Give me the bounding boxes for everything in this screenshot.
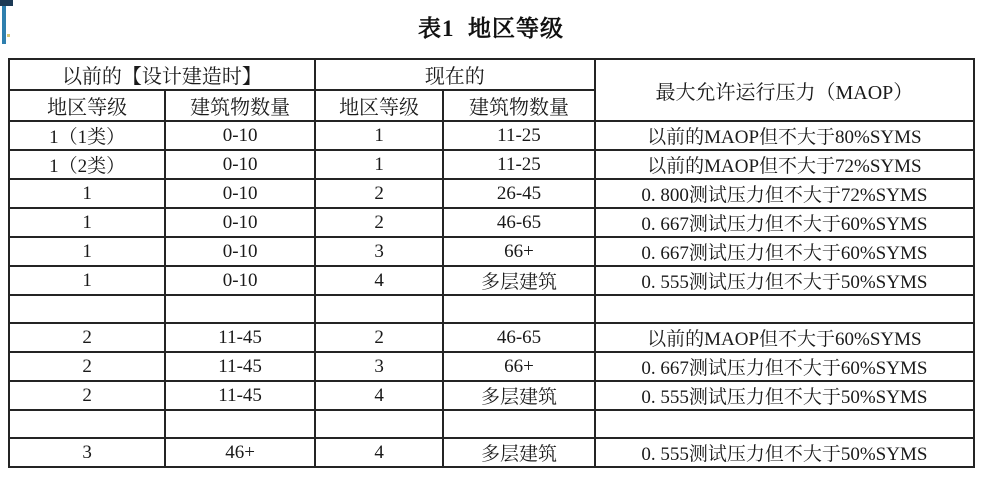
cell-area-grade-current: 2 bbox=[315, 208, 443, 237]
cell-area-grade-before: 1（1类） bbox=[9, 121, 165, 150]
table-row bbox=[9, 121, 974, 150]
cell-area-grade-current: 4 bbox=[315, 381, 443, 410]
cell-area-grade-current: 4 bbox=[315, 266, 443, 295]
header-group-current: 现在的 bbox=[315, 59, 595, 90]
cell-building-count-before: 0-10 bbox=[165, 179, 315, 208]
table-row bbox=[9, 295, 974, 323]
cell-area-grade-before: 2 bbox=[9, 323, 165, 352]
header-group-before: 以前的【设计建造时】 bbox=[9, 59, 315, 90]
cell-maop: 0. 667测试压力但不大于60%SYMS bbox=[595, 237, 974, 266]
cell-building-count-current: 多层建筑 bbox=[443, 381, 595, 410]
table-row bbox=[9, 208, 974, 237]
cell-building-count-before: 0-10 bbox=[165, 237, 315, 266]
header-area-grade-current: 地区等级 bbox=[315, 90, 443, 121]
cell-building-count-current: 多层建筑 bbox=[443, 266, 595, 295]
header-area-grade-before: 地区等级 bbox=[9, 90, 165, 121]
table-title: 表1 地区等级 bbox=[418, 16, 564, 41]
cell-building-count-current: 11-25 bbox=[443, 150, 595, 179]
cell-maop: 0. 667测试压力但不大于60%SYMS bbox=[595, 208, 974, 237]
cell-building-count-before: 0-10 bbox=[165, 121, 315, 150]
table-body bbox=[9, 121, 974, 467]
cell-area-grade-current: 1 bbox=[315, 121, 443, 150]
header-maop: 最大允许运行压力（MAOP） bbox=[595, 59, 974, 121]
cell-building-count-before: 11-45 bbox=[165, 381, 315, 410]
cell-area-grade-before: 1 bbox=[9, 208, 165, 237]
cell-building-count-current: 11-25 bbox=[443, 121, 595, 150]
cell-area-grade-before bbox=[9, 295, 165, 323]
cell-maop: 0. 667测试压力但不大于60%SYMS bbox=[595, 352, 974, 381]
table-row bbox=[9, 352, 974, 381]
cell-area-grade-before: 1 bbox=[9, 179, 165, 208]
header-row-groups bbox=[9, 59, 974, 90]
cell-building-count-before bbox=[165, 295, 315, 323]
cell-maop: 0. 555测试压力但不大于50%SYMS bbox=[595, 381, 974, 410]
cell-building-count-before: 0-10 bbox=[165, 208, 315, 237]
cell-building-count-current bbox=[443, 295, 595, 323]
table-row bbox=[9, 150, 974, 179]
area-grade-table bbox=[8, 58, 975, 468]
table-row bbox=[9, 237, 974, 266]
cell-building-count-current: 66+ bbox=[443, 352, 595, 381]
cell-maop: 0. 800测试压力但不大于72%SYMS bbox=[595, 179, 974, 208]
cell-maop: 0. 555测试压力但不大于50%SYMS bbox=[595, 266, 974, 295]
cell-building-count-before: 46+ bbox=[165, 438, 315, 467]
cell-area-grade-current: 3 bbox=[315, 352, 443, 381]
cell-maop: 以前的MAOP但不大于72%SYMS bbox=[595, 150, 974, 179]
cell-area-grade-before: 1 bbox=[9, 237, 165, 266]
cell-maop: 以前的MAOP但不大于80%SYMS bbox=[595, 121, 974, 150]
cell-area-grade-before: 1（2类） bbox=[9, 150, 165, 179]
cell-building-count-before: 0-10 bbox=[165, 150, 315, 179]
table-row bbox=[9, 410, 974, 438]
cell-area-grade-current: 2 bbox=[315, 179, 443, 208]
table-row bbox=[9, 438, 974, 467]
cell-maop bbox=[595, 295, 974, 323]
header-building-count-before: 建筑物数量 bbox=[165, 90, 315, 121]
cell-area-grade-before: 3 bbox=[9, 438, 165, 467]
table-row bbox=[9, 323, 974, 352]
cell-building-count-current: 46-65 bbox=[443, 208, 595, 237]
cell-maop: 0. 555测试压力但不大于50%SYMS bbox=[595, 438, 974, 467]
header-building-count-current: 建筑物数量 bbox=[443, 90, 595, 121]
cell-area-grade-current bbox=[315, 295, 443, 323]
table-row bbox=[9, 266, 974, 295]
cell-building-count-current: 66+ bbox=[443, 237, 595, 266]
cell-area-grade-current: 2 bbox=[315, 323, 443, 352]
cell-building-count-before: 11-45 bbox=[165, 323, 315, 352]
cell-area-grade-before: 2 bbox=[9, 381, 165, 410]
cell-building-count-current: 46-65 bbox=[443, 323, 595, 352]
cell-building-count-current: 多层建筑 bbox=[443, 438, 595, 467]
cell-building-count-before bbox=[165, 410, 315, 438]
cell-maop: 以前的MAOP但不大于60%SYMS bbox=[595, 323, 974, 352]
cell-area-grade-current bbox=[315, 410, 443, 438]
cell-building-count-current: 26-45 bbox=[443, 179, 595, 208]
cell-area-grade-current: 4 bbox=[315, 438, 443, 467]
cell-building-count-current bbox=[443, 410, 595, 438]
cell-area-grade-current: 1 bbox=[315, 150, 443, 179]
cell-maop bbox=[595, 410, 974, 438]
table-row bbox=[9, 381, 974, 410]
cell-building-count-before: 0-10 bbox=[165, 266, 315, 295]
cell-building-count-before: 11-45 bbox=[165, 352, 315, 381]
cell-area-grade-before bbox=[9, 410, 165, 438]
table-row bbox=[9, 179, 974, 208]
cell-area-grade-before: 1 bbox=[9, 266, 165, 295]
cell-area-grade-current: 3 bbox=[315, 237, 443, 266]
cell-area-grade-before: 2 bbox=[9, 352, 165, 381]
